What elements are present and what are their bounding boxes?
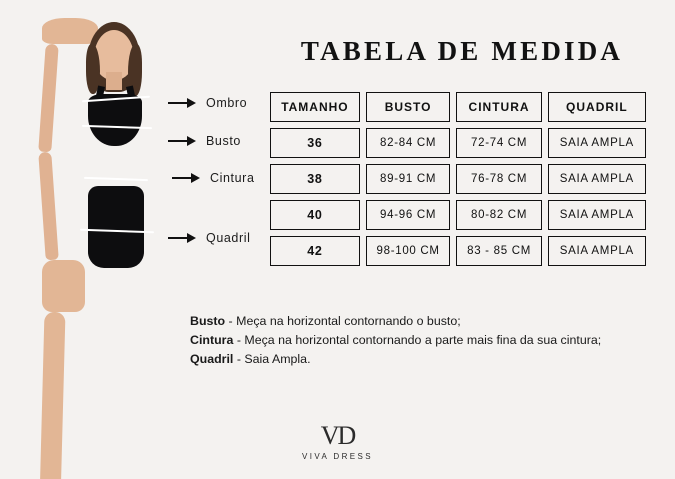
- logo-wordmark: VIVA DRESS: [302, 452, 373, 461]
- cell-size: 40: [270, 200, 360, 230]
- cell-waist: 76-78 CM: [456, 164, 541, 194]
- torso: [42, 260, 85, 312]
- measure-line-waist: [84, 177, 148, 181]
- callout-label-quadril: Quadril: [206, 231, 251, 245]
- table-row: [270, 200, 646, 230]
- cell-hip: SAIA AMPLA: [548, 236, 646, 266]
- cell-hip: SAIA AMPLA: [548, 164, 646, 194]
- neck: [106, 72, 122, 90]
- table-header-cintura: CINTURA: [456, 92, 541, 122]
- cell-waist: 80-82 CM: [456, 200, 541, 230]
- note-cintura: [190, 331, 660, 350]
- arrow-right-icon: [168, 232, 198, 244]
- brand-logo: [0, 423, 675, 461]
- table-row: [270, 128, 646, 158]
- note-term-busto: Busto: [190, 314, 226, 328]
- callout-quadril: [168, 231, 251, 245]
- shorts-garment: [88, 186, 144, 268]
- cell-bust: 98-100 CM: [366, 236, 451, 266]
- cell-bust: 89-91 CM: [366, 164, 451, 194]
- cell-hip: SAIA AMPLA: [548, 200, 646, 230]
- note-quadril: [190, 350, 660, 369]
- shoulders: [42, 18, 98, 44]
- arrow-right-icon: [172, 172, 202, 184]
- arrow-right-icon: [168, 97, 198, 109]
- cell-hip: SAIA AMPLA: [548, 128, 646, 158]
- cell-size: 36: [270, 128, 360, 158]
- cell-size: 38: [270, 164, 360, 194]
- cell-waist: 72-74 CM: [456, 128, 541, 158]
- note-term-cintura: Cintura: [190, 333, 234, 347]
- callout-label-ombro: Ombro: [206, 96, 248, 110]
- arm-right: [38, 152, 59, 261]
- table-header-tamanho: TAMANHO: [270, 92, 360, 122]
- callout-cintura: [172, 171, 255, 185]
- arm-left: [38, 44, 59, 153]
- table-header-quadril: QUADRIL: [548, 92, 646, 122]
- cell-bust: 82-84 CM: [366, 128, 451, 158]
- callout-label-cintura: Cintura: [210, 171, 255, 185]
- table-row: [270, 236, 646, 266]
- note-busto: [190, 312, 660, 331]
- top-garment: [88, 94, 142, 146]
- cell-bust: 94-96 CM: [366, 200, 451, 230]
- callout-label-busto: Busto: [206, 134, 241, 148]
- note-text-cintura: - Meça na horizontal contornando a parte mais fina da sua cintura;: [233, 333, 602, 347]
- arrow-right-icon: [168, 135, 198, 147]
- logo-monogram-icon: VD: [320, 421, 355, 450]
- size-table: [264, 86, 652, 272]
- measurement-instructions: [190, 312, 660, 369]
- note-text-quadril: - Saia Ampla.: [233, 352, 311, 366]
- table-header-row: [270, 92, 646, 122]
- note-text-busto: - Meça na horizontal contornando o busto;: [225, 314, 461, 328]
- callout-ombro: [168, 96, 247, 110]
- table-header-busto: BUSTO: [366, 92, 451, 122]
- callout-busto: [168, 134, 241, 148]
- page-title: TABELA DE MEDIDA: [300, 36, 624, 66]
- cell-waist: 83 - 85 CM: [456, 236, 541, 266]
- model-photo-panel: [0, 0, 262, 479]
- note-term-quadril: Quadril: [190, 352, 234, 366]
- table-row: [270, 164, 646, 194]
- cell-size: 42: [270, 236, 360, 266]
